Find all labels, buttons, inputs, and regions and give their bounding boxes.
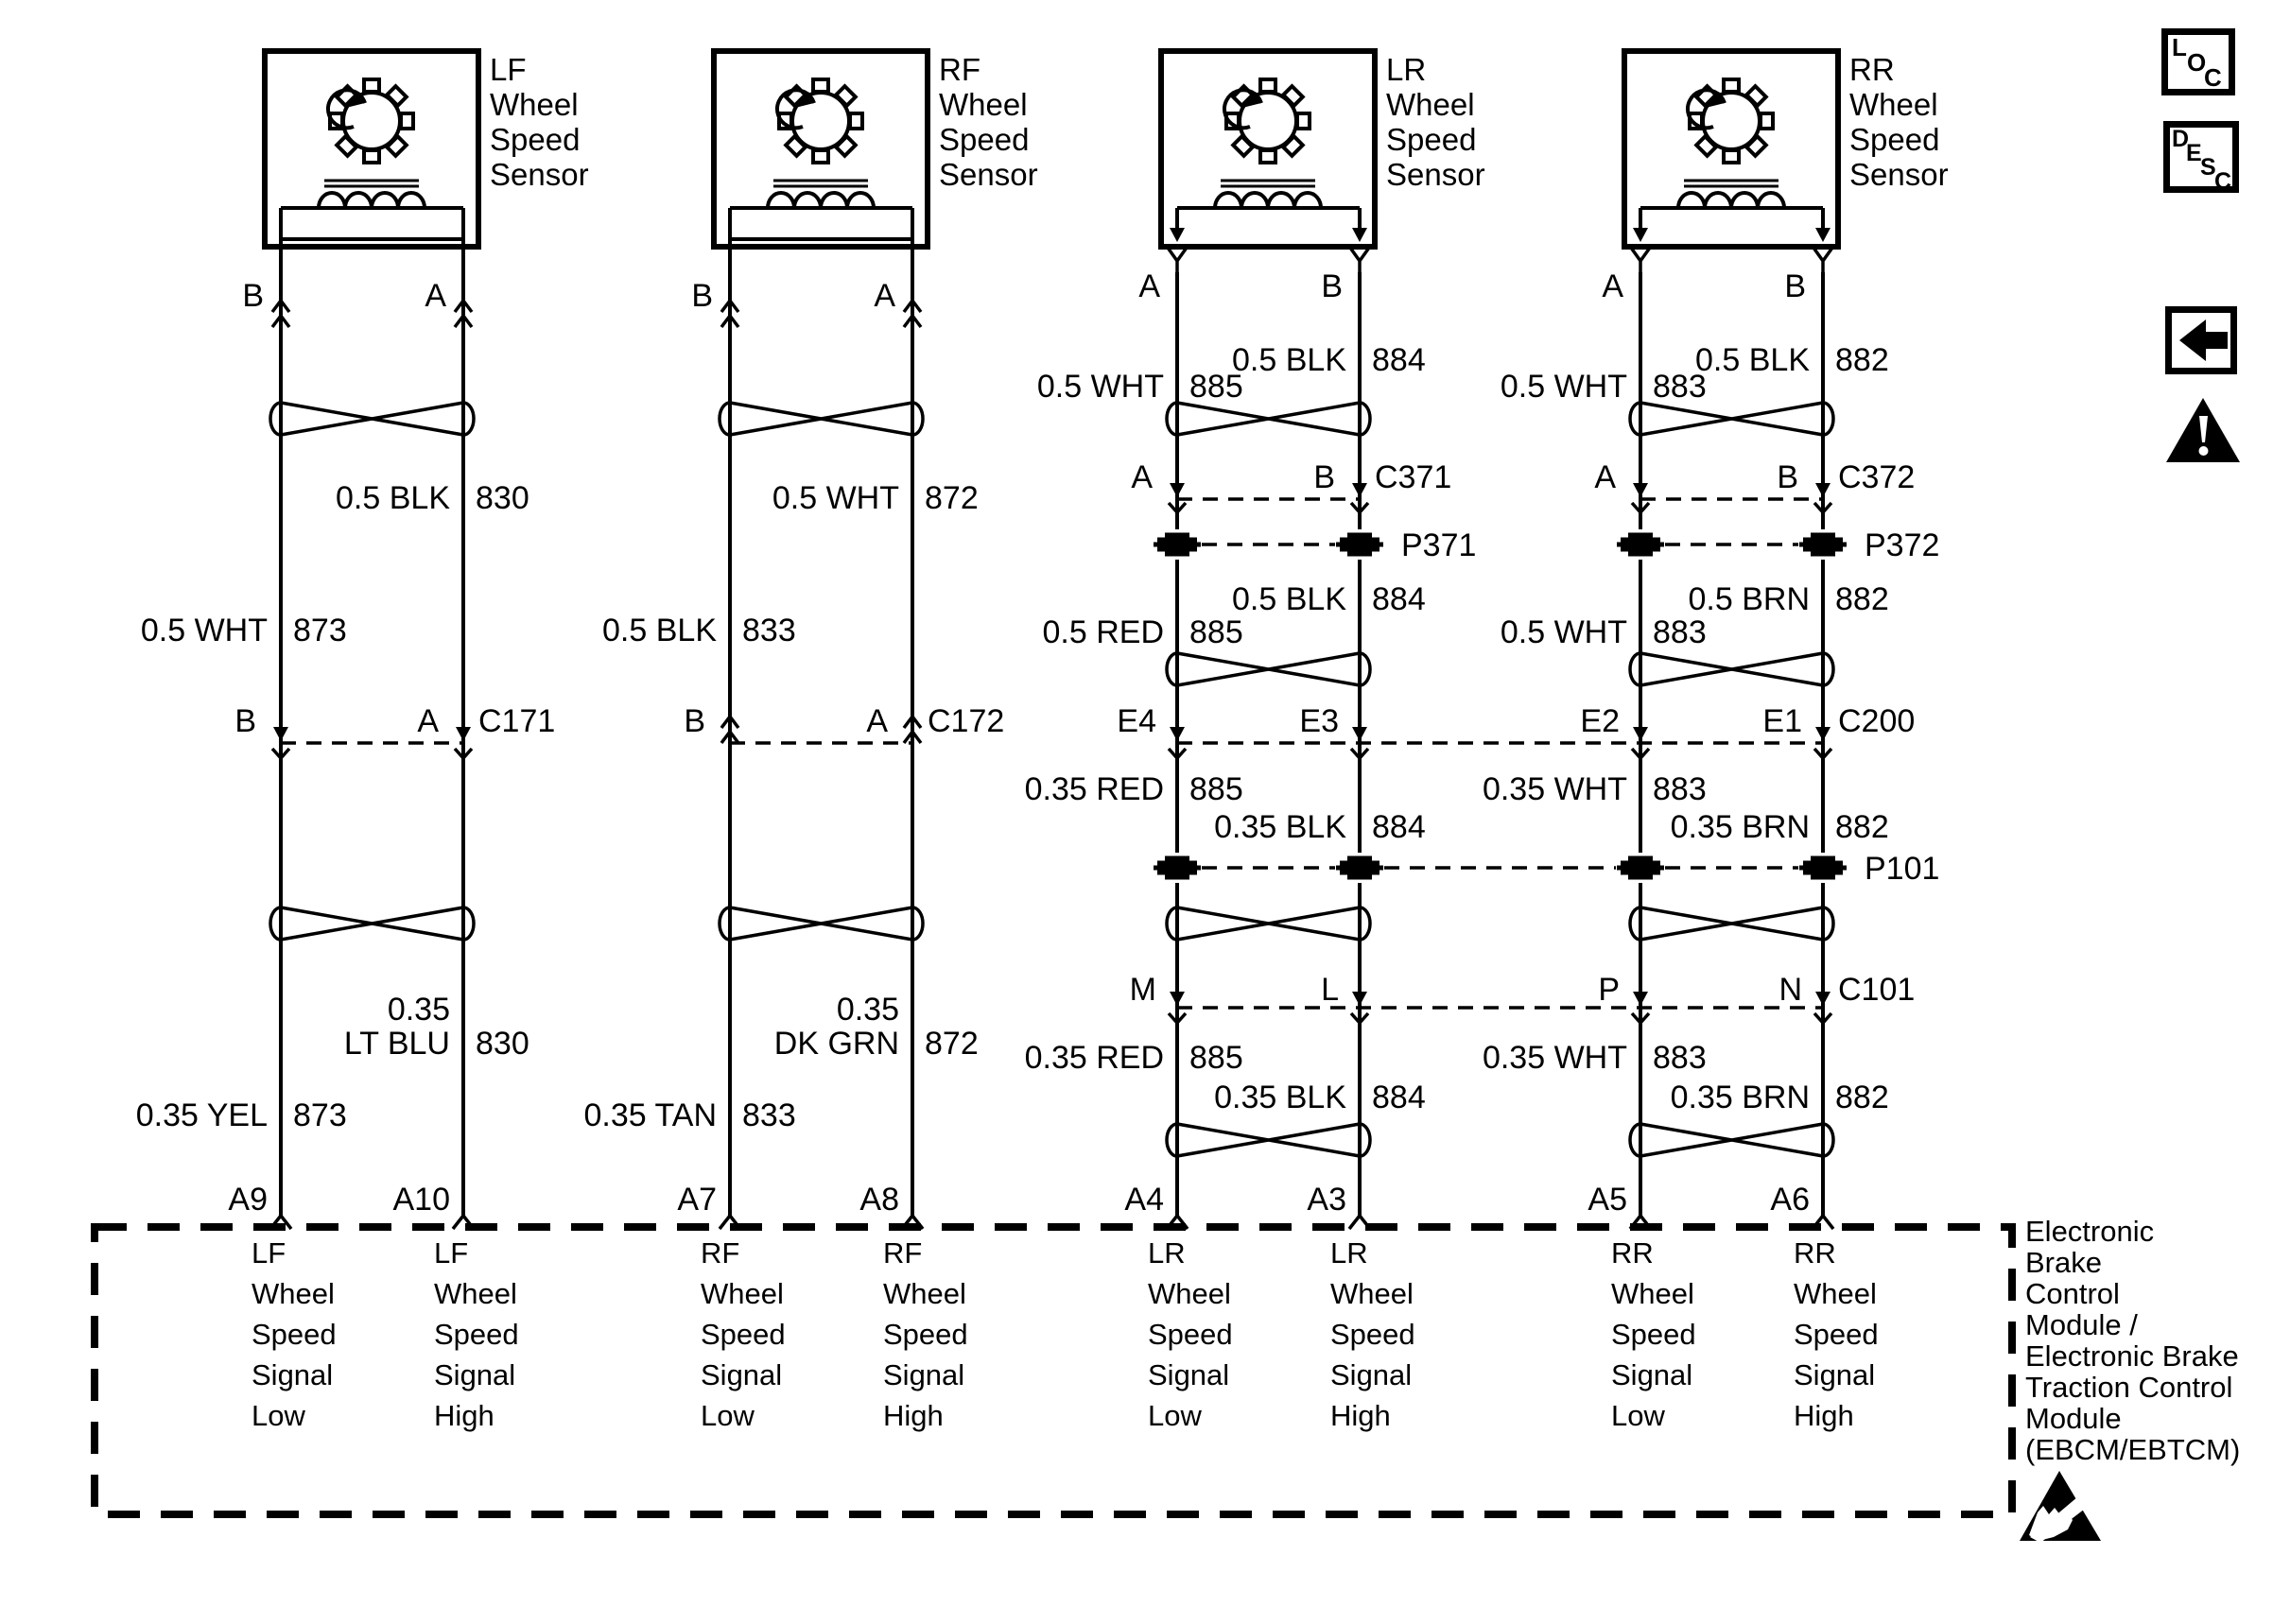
circuit-number: 882: [1835, 342, 1889, 378]
connector-pin: P: [1598, 972, 1620, 1008]
connector-pin: B: [684, 703, 705, 739]
rf-sensor-label: [939, 52, 1038, 192]
circuit-number: 833: [742, 1097, 796, 1133]
gear-icon: [328, 79, 413, 163]
label-line: Wheel: [1330, 1277, 1414, 1310]
connector-label: C200: [1838, 703, 1916, 739]
ebcm-pin: A3: [1307, 1182, 1346, 1218]
label-line: Signal: [701, 1358, 783, 1391]
connector-c200: [1169, 727, 1831, 758]
wire-color-label: 0.5 WHT: [1036, 369, 1164, 405]
connector-pin: L: [1321, 972, 1339, 1008]
wire-color-label: 0.35 RED: [1024, 1040, 1164, 1076]
label-line: Low: [252, 1399, 305, 1432]
label-line: Wheel: [490, 87, 579, 122]
connector-pin: M: [1129, 972, 1156, 1008]
label-line: Wheel: [1794, 1277, 1877, 1310]
circuit-number: 885: [1189, 369, 1243, 405]
rr-sensor-label: [1849, 52, 1949, 192]
ebcm-signal-lf-high: [434, 1233, 519, 1436]
left-arrow-icon: [2172, 313, 2230, 368]
wire-color-label: 0.35 BLK: [1214, 1080, 1346, 1115]
connector-pin: N: [1778, 972, 1802, 1008]
label-line: Speed: [1849, 122, 1940, 157]
label-line: Electronic: [2025, 1215, 2155, 1248]
label-line: Wheel: [434, 1277, 517, 1310]
label-line: Wheel: [252, 1277, 335, 1310]
wire-color-label: 0.35 WHT: [1482, 1040, 1627, 1076]
label-line: Sensor: [939, 157, 1038, 192]
label-line: LR: [1386, 52, 1427, 87]
label-line: Electronic Brake: [2025, 1339, 2239, 1373]
desc-letter: S: [2200, 154, 2216, 181]
gear-icon: [777, 79, 862, 163]
label-line: Speed: [434, 1318, 519, 1351]
loc-button[interactable]: [2161, 28, 2235, 95]
label-line: Wheel: [1849, 87, 1938, 122]
wire-color-label: 0.35: [836, 992, 899, 1028]
connector-pin: E3: [1299, 703, 1339, 739]
label-line: RR: [1611, 1236, 1654, 1270]
label-line: High: [1330, 1399, 1391, 1432]
circuit-number: 884: [1372, 1080, 1426, 1115]
ebcm-pin: A8: [859, 1182, 899, 1218]
label-line: Wheel: [939, 87, 1028, 122]
connector-label: C172: [928, 703, 1005, 739]
wire-color-label: LT BLU: [343, 1026, 450, 1062]
circuit-number: 883: [1653, 369, 1707, 405]
ebcm-signal-lr-low: [1148, 1233, 1233, 1436]
sensor-pin: A: [1602, 268, 1623, 304]
sensor-pin: A: [874, 278, 895, 314]
ebcm-module-label: [2025, 1216, 2240, 1465]
label-line: LR: [1148, 1236, 1186, 1270]
gear-icon: [1688, 79, 1773, 163]
lf-sensor-symbol: [265, 51, 478, 247]
label-line: Low: [1148, 1399, 1202, 1432]
label-line: Wheel: [701, 1277, 784, 1310]
sensor-pin: B: [691, 278, 713, 314]
sensor-pin: B: [1784, 268, 1806, 304]
connector-label: C372: [1838, 459, 1916, 495]
connector-pin: E4: [1117, 703, 1156, 739]
sensor-pin: B: [242, 278, 264, 314]
label-line: High: [1794, 1399, 1854, 1432]
wire-color-label: 0.5 WHT: [140, 613, 268, 648]
rr-sensor-symbol: [1624, 51, 1838, 272]
wire-color-label: 0.5 BLK: [1695, 342, 1810, 378]
desc-button[interactable]: [2163, 121, 2239, 193]
ebcm-pin: A4: [1124, 1182, 1164, 1218]
desc-letter: C: [2214, 168, 2232, 195]
label-line: RF: [939, 52, 980, 87]
wire-color-label: 0.5 WHT: [1500, 614, 1627, 650]
label-line: RR: [1794, 1236, 1836, 1270]
circuit-number: 883: [1653, 1040, 1707, 1076]
desc-letter: E: [2186, 140, 2202, 166]
label-line: Speed: [883, 1318, 968, 1351]
label-line: Signal: [252, 1358, 334, 1391]
coil-icon: [1215, 181, 1321, 208]
label-line: LR: [1330, 1236, 1368, 1270]
lr-sensor-label: [1386, 52, 1485, 192]
circuit-number: 885: [1189, 771, 1243, 807]
connector-label: C171: [478, 703, 556, 739]
ebcm-signal-rf-high: [883, 1233, 968, 1436]
label-line: Wheel: [883, 1277, 966, 1310]
label-line: Speed: [1330, 1318, 1415, 1351]
label-line: Control: [2025, 1277, 2120, 1310]
warning-triangle-icon: [2163, 395, 2243, 465]
circuit-number: 882: [1835, 581, 1889, 617]
label-line: Low: [701, 1399, 755, 1432]
label-line: Sensor: [490, 157, 589, 192]
wire-color-label: 0.35 TAN: [583, 1097, 717, 1133]
desc-letter: D: [2172, 126, 2190, 152]
wire-color-label: 0.5 BLK: [1232, 581, 1346, 617]
sensor-pin-chevrons: [272, 301, 921, 327]
label-line: Brake: [2025, 1246, 2102, 1279]
label-line: Sensor: [1386, 157, 1485, 192]
circuit-number: 882: [1835, 809, 1889, 845]
lr-sensor-symbol: [1161, 51, 1375, 272]
sensor-pin: A: [425, 278, 446, 314]
wire-color-label: 0.5 BRN: [1688, 581, 1810, 617]
label-line: Signal: [1148, 1358, 1230, 1391]
wire-color-label: 0.35 WHT: [1482, 771, 1627, 807]
sensor-pin: A: [1138, 268, 1160, 304]
circuit-number: 873: [293, 1097, 347, 1133]
connector-pin: E2: [1580, 703, 1620, 739]
esd-warning-icon: [2020, 1471, 2101, 1543]
coil-icon: [768, 181, 874, 208]
label-line: Wheel: [1148, 1277, 1231, 1310]
connector-pin: E1: [1762, 703, 1802, 739]
label-line: (EBCM/EBTCM): [2025, 1433, 2241, 1466]
ebcm-signal-rr-high: [1794, 1233, 1879, 1436]
label-line: Speed: [1148, 1318, 1233, 1351]
loc-letter: O: [2187, 48, 2207, 77]
wire-color-label: 0.35 BRN: [1670, 809, 1810, 845]
coil-icon: [319, 181, 425, 208]
label-line: Speed: [1611, 1318, 1696, 1351]
wire-color-label: 0.5 BLK: [602, 613, 717, 648]
label-line: Wheel: [1386, 87, 1475, 122]
connector-pin: A: [417, 703, 439, 739]
label-line: RF: [701, 1236, 740, 1270]
wire-color-label: 0.35: [387, 992, 450, 1028]
wire-color-label: 0.5 BLK: [336, 480, 450, 516]
label-line: Signal: [1330, 1358, 1413, 1391]
label-line: Signal: [883, 1358, 965, 1391]
label-line: Low: [1611, 1399, 1665, 1432]
label-line: Traction Control: [2025, 1371, 2233, 1404]
label-line: Speed: [1794, 1318, 1879, 1351]
connector-c371: [1169, 483, 1368, 512]
connector-p371: [1153, 529, 1384, 560]
label-line: RR: [1849, 52, 1895, 87]
coil-icon: [1678, 181, 1784, 208]
connector-label: P371: [1401, 527, 1477, 563]
label-line: Module /: [2025, 1308, 2138, 1341]
label-line: Speed: [701, 1318, 786, 1351]
connector-pin: A: [866, 703, 888, 739]
wire-color-label: 0.5 RED: [1042, 614, 1164, 650]
wire-color-label: 0.5 WHT: [1500, 369, 1627, 405]
label-line: High: [434, 1399, 495, 1432]
label-line: Speed: [490, 122, 581, 157]
label-line: Sensor: [1849, 157, 1949, 192]
circuit-number: 884: [1372, 809, 1426, 845]
connector-pin: B: [1777, 459, 1798, 495]
connector-pin: B: [234, 703, 256, 739]
label-line: LF: [490, 52, 527, 87]
circuit-number: 884: [1372, 342, 1426, 378]
ebcm-signal-rf-low: [701, 1233, 786, 1436]
loc-letter: C: [2204, 63, 2222, 92]
label-line: RF: [883, 1236, 923, 1270]
circuit-number: 884: [1372, 581, 1426, 617]
wire-color-label: 0.35 BLK: [1214, 809, 1346, 845]
wire-color-label: 0.35 BRN: [1670, 1080, 1810, 1115]
caution-icon[interactable]: [2163, 395, 2243, 470]
connector-label: P372: [1865, 527, 1940, 563]
circuit-number: 873: [293, 613, 347, 648]
ebcm-pin: A10: [392, 1182, 450, 1218]
wire-color-label: 0.5 BLK: [1232, 342, 1346, 378]
connector-label: P101: [1865, 851, 1940, 887]
wire-color-label: DK GRN: [773, 1026, 899, 1062]
label-line: Module: [2025, 1402, 2122, 1435]
label-line: High: [883, 1399, 944, 1432]
circuit-number: 885: [1189, 1040, 1243, 1076]
wire-color-label: 0.35 RED: [1024, 771, 1164, 807]
label-line: Wheel: [1611, 1277, 1694, 1310]
connector-p372: [1616, 529, 1848, 560]
wire-color-label: 0.35 YEL: [135, 1097, 268, 1133]
label-line: Signal: [1794, 1358, 1876, 1391]
circuit-number: 885: [1189, 614, 1243, 650]
connector-p101: [1153, 853, 1848, 883]
connector-c171: [272, 727, 472, 758]
ebcm-pin: A5: [1588, 1182, 1627, 1218]
connector-pin: B: [1313, 459, 1335, 495]
label-line: LF: [252, 1236, 286, 1270]
label-line: Signal: [1611, 1358, 1693, 1391]
label-line: LF: [434, 1236, 469, 1270]
label-line: Signal: [434, 1358, 516, 1391]
circuit-number: 872: [925, 1026, 979, 1062]
circuit-number: 830: [476, 1026, 529, 1062]
connector-c372: [1632, 483, 1831, 512]
circuit-number: 883: [1653, 614, 1707, 650]
ebcm-signal-lf-low: [252, 1233, 337, 1436]
label-line: Speed: [252, 1318, 337, 1351]
ebcm-pin: A9: [228, 1182, 268, 1218]
circuit-number: 830: [476, 480, 529, 516]
circuit-number: 883: [1653, 771, 1707, 807]
connector-label: C371: [1375, 459, 1452, 495]
ebcm-pin: A7: [677, 1182, 717, 1218]
gear-icon: [1224, 79, 1310, 163]
connector-label: C101: [1838, 972, 1916, 1008]
ebcm-module-box: [95, 1227, 2012, 1514]
ebcm-signal-rr-low: [1611, 1233, 1696, 1436]
lf-sensor-label: [490, 52, 589, 192]
loc-letter: L: [2172, 33, 2187, 61]
connector-c172: [721, 717, 921, 743]
rf-sensor-symbol: [714, 51, 928, 247]
ebcm-signal-lr-high: [1330, 1233, 1415, 1436]
circuit-number: 882: [1835, 1080, 1889, 1115]
label-line: Speed: [939, 122, 1030, 157]
connector-c101: [1169, 992, 1831, 1023]
connector-pin: A: [1131, 459, 1153, 495]
wire-color-label: 0.5 WHT: [772, 480, 899, 516]
sensor-pin: B: [1321, 268, 1343, 304]
circuit-number: 833: [742, 613, 796, 648]
connector-pin: A: [1594, 459, 1616, 495]
ebcm-pin: A6: [1770, 1182, 1810, 1218]
circuit-number: 872: [925, 480, 979, 516]
back-button[interactable]: [2165, 306, 2237, 374]
label-line: Speed: [1386, 122, 1477, 157]
